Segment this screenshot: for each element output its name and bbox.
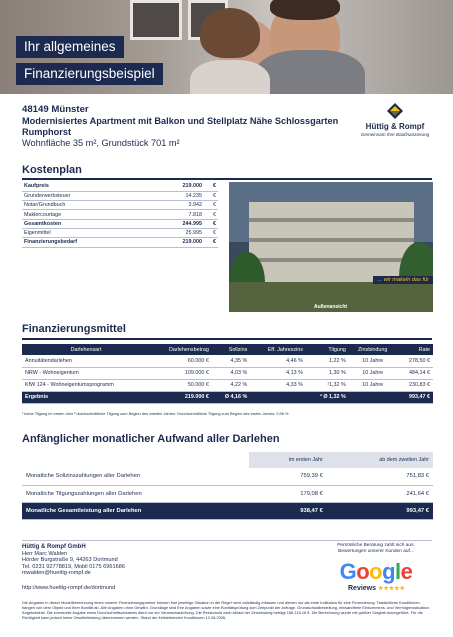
fin-cell: 50.000 € <box>150 379 212 391</box>
photo-building <box>249 202 414 282</box>
fin-cell: KfW 124 - Wohneigentumsprogramm <box>22 379 150 391</box>
google-letter: g <box>382 559 396 584</box>
kosten-label: Maklercourtage <box>22 210 151 219</box>
kosten-label: Notar/Grundbuch <box>22 201 151 210</box>
fin-cell: NRW - Wohneigentum <box>22 367 150 379</box>
kosten-value: 219.000 <box>151 238 204 247</box>
fin-cell: ¹1,32 % <box>306 379 349 391</box>
fin-cell: 4,46 % <box>250 355 306 367</box>
property-title <box>22 116 338 138</box>
fin-cell: 230,83 € <box>397 379 433 391</box>
logo-slogan: Gemeinsam Ihre Baufinanzierung <box>360 132 430 137</box>
company-logo <box>352 102 438 142</box>
contact-person: Herr Marc Walden <box>22 550 68 557</box>
hero-title-line2: Finanzierungsbeispiel <box>16 63 163 85</box>
photo-balcony <box>249 258 414 262</box>
photo-balcony <box>249 218 414 222</box>
fin-sum-tilgung: ² Ø 1,32 % <box>306 391 349 403</box>
photo-caption: Außenansicht <box>314 304 348 310</box>
aufwand-col-first-year: im ersten Jahr <box>249 452 326 468</box>
aufwand-col-second-year: ab dem zweiten Jahr <box>327 452 433 468</box>
fin-cell: 4,35 % <box>212 355 250 367</box>
aufwand-label: Monatliche Sollzinszahlungen aller Darlehen <box>22 468 249 485</box>
fin-col-header: Tilgung <box>306 344 349 355</box>
kosten-currency: € <box>204 210 218 219</box>
kosten-row <box>22 182 218 191</box>
contact-street: Hörder Burgstraße 9, 44263 Dortmund <box>22 557 118 564</box>
fin-cell: 1,30 % <box>306 367 349 379</box>
disclaimer: Die Angaben in dieser Modellberechnung eines unserer Finanzierungspartner können Ihre jeweilige Situation in der Regel nicht vollständig erfassen und dienen nur als erste Indikation für eine Finanzierung. Tatsächliche Konditionen hängen von dem Objekt und Ihrer Bonität ab. Alle Angaben ohne Gewähr. Grundlage sind Ihre Angaben sowie eine Bonitätsprüfung zum Zeitpunkt der Anfrage. Grundschuldbestellung, einwandfreie Einkommens- und Vermögenssituation. Angebotsfrist. Die eventuelle Angabe eines Durchschnittszinsatzes dient nur zur Veranschaulichung. Die Restschuld nach Ablauf der Zinsbindung beträgt 185.215,16 €. Die Berechnung wurde mit größter Sorgfalt durchgeführt. Für die Richtigkeit kann jedoch keine Gewährleistung übernommen werden. Stand der freibleibenden Konditionen 12.08.2026. <box>22 600 430 620</box>
kosten-label: Grunderwerbsteuer <box>22 191 151 200</box>
aufwand-second-year: 241,64 € <box>327 485 433 502</box>
contact-email[interactable]: mwalden@huettig-rompf.de <box>22 570 91 577</box>
fin-sum-row <box>22 391 433 403</box>
divider <box>22 178 432 180</box>
aufwand-first-year: 179,08 € <box>249 485 326 502</box>
fin-cell: 10 Jahre <box>349 355 397 367</box>
kosten-label: Finanzierungsbedarf <box>22 238 151 247</box>
kosten-currency: € <box>204 238 218 247</box>
kosten-row <box>22 210 218 219</box>
kosten-label: Eigenmittel <box>22 228 151 237</box>
google-logo <box>320 560 432 584</box>
fin-cell: 4,03 % <box>212 367 250 379</box>
kosten-row <box>22 191 218 200</box>
fin-cell: 484,14 € <box>397 367 433 379</box>
fin-cell: 10 Jahre <box>349 379 397 391</box>
kosten-value: 14.235 <box>151 191 204 200</box>
aufwand-first-year: 759,39 € <box>249 468 326 485</box>
kostenplan-heading: Kostenplan <box>22 164 82 176</box>
aufwand-row <box>22 468 433 485</box>
fin-cell: 1,22 % <box>306 355 349 367</box>
fin-row <box>22 367 433 379</box>
property-title-line1: Modernisiertes Apartment mit Balkon und Stellplatz Nähe Schlossgarten <box>22 116 339 126</box>
review-text <box>320 543 432 555</box>
aufwand-row <box>22 485 433 502</box>
photo-balcony <box>249 238 414 242</box>
aufwand-sum-first-year: 938,47 € <box>249 502 326 519</box>
man-hair <box>270 0 340 20</box>
kosten-value: 7.818 <box>151 210 204 219</box>
kosten-currency: € <box>204 228 218 237</box>
google-letter: e <box>400 559 413 584</box>
fin-cell: 278,50 € <box>397 355 433 367</box>
logo-name: Hüttig & Rompf <box>365 122 425 131</box>
fin-cell: 4,13 % <box>250 367 306 379</box>
fin-col-header: Rate <box>397 344 433 355</box>
woman-hair <box>200 8 260 58</box>
google-letter: o <box>369 559 383 584</box>
kosten-row <box>22 238 218 247</box>
fin-row <box>22 379 433 391</box>
aufwand-header-blank <box>22 452 249 468</box>
fin-cell: 10 Jahre <box>349 367 397 379</box>
hero-title-line1: Ihr allgemeines <box>16 36 124 58</box>
fin-sum-blank <box>250 391 306 403</box>
kosten-row <box>22 219 218 228</box>
aufwand-sum-label: Monatliche Gesamtleistung aller Darlehen <box>22 502 249 519</box>
divider <box>22 540 432 541</box>
fin-sum-rate: 993,47 € <box>397 391 433 403</box>
kosten-row <box>22 201 218 210</box>
wall-picture-frame <box>130 0 182 40</box>
kostenplan-table <box>22 182 218 248</box>
contact-website[interactable]: http://www.huettig-rompf.de/dortmund <box>22 584 116 591</box>
fin-col-header: Zinsbindung <box>349 344 397 355</box>
kosten-currency: € <box>204 201 218 210</box>
contact-block <box>22 544 125 592</box>
kosten-currency: € <box>204 182 218 191</box>
fin-cell: 60.000 € <box>150 355 212 367</box>
fin-cell: 4,33 % <box>250 379 306 391</box>
divider <box>22 338 432 340</box>
fin-sum-sollzins: Ø 4,16 % <box>212 391 250 403</box>
contact-phone: Tel. 0231 92778819, Mobil 0175 6961686 <box>22 563 125 570</box>
fin-cell: 109.000 € <box>150 367 212 379</box>
google-letter: l <box>395 559 401 584</box>
fin-col-header: Darlehensart <box>22 344 150 355</box>
reviews-word: Reviews <box>348 585 377 592</box>
aufwand-label: Monatliche Tilgungszahlungen aller Darlehen <box>22 485 249 502</box>
contact-company: Hüttig & Rompf GmbH <box>22 544 86 550</box>
kosten-label: Gesamtkosten <box>22 219 151 228</box>
kosten-value: 219.000 <box>151 182 204 191</box>
kosten-label: Kaufpreis <box>22 182 151 191</box>
star-rating-icon: ★★★★★ <box>377 586 405 592</box>
google-wordmark <box>340 559 413 584</box>
kosten-currency: € <box>204 219 218 228</box>
kosten-value: 3.942 <box>151 201 204 210</box>
fin-row <box>22 355 433 367</box>
finanzierung-table <box>22 344 433 404</box>
fin-sum-label: Ergebnis <box>22 391 150 403</box>
kosten-row <box>22 228 218 237</box>
property-photo <box>229 182 433 312</box>
review-text-line2: Bewertungen unserer Kunden auf... <box>338 549 414 554</box>
google-letter: G <box>339 559 357 584</box>
aufwand-second-year: 751,83 € <box>327 468 433 485</box>
fin-col-header: Darlehensbetrag <box>150 344 212 355</box>
kosten-value: 25.995 <box>151 228 204 237</box>
google-letter: o <box>356 559 370 584</box>
fin-cell: 4,22 % <box>212 379 250 391</box>
fin-col-header: Sollzins <box>212 344 250 355</box>
photo-banner: ... wir makeln das für <box>373 276 433 284</box>
finanzierung-heading: Finanzierungsmittel <box>22 323 126 335</box>
review-text-line1: Persönliche Beratung zahlt sich aus. <box>337 543 415 548</box>
property-area: Wohnfläche 35 m², Grundstück 701 m² <box>22 138 180 148</box>
fin-sum-amount: 219.000 € <box>150 391 212 403</box>
property-city: 48149 Münster <box>22 104 89 115</box>
man-sweater <box>255 50 365 94</box>
aufwand-sum-row <box>22 502 433 519</box>
fin-cell: Annuitätendarlehen <box>22 355 150 367</box>
aufwand-sum-second-year: 993,47 € <box>327 502 433 519</box>
aufwand-heading: Anfänglicher monatlicher Aufwand aller Darlehen <box>22 433 280 445</box>
kosten-value: 244.995 <box>151 219 204 228</box>
woman-shirt <box>190 60 270 94</box>
kosten-currency: € <box>204 191 218 200</box>
fin-col-header: Eff. Jahreszins <box>250 344 306 355</box>
finanzierung-footnote: ¹ keine Tilgung im ersten Jahr ² durchschnittliche Tilgung zum Beginn des zweiten Jahres. Durchschnittliche Tilgung zum Beginn des ersten Jahres: 0,96 % <box>22 411 289 416</box>
fin-sum-blank <box>349 391 397 403</box>
aufwand-table <box>22 452 433 520</box>
google-reviews-label <box>348 585 405 592</box>
property-title-line2: Rumphorst <box>22 127 71 137</box>
